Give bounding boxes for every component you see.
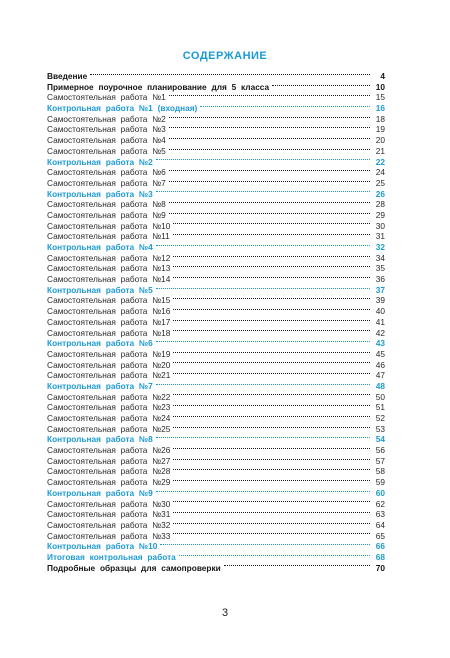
dot-leader <box>173 298 370 299</box>
toc-entry-page: 51 <box>375 402 385 413</box>
toc-entry <box>47 392 385 403</box>
dot-leader <box>169 170 370 171</box>
toc-entry-page: 30 <box>375 220 385 231</box>
toc-entry-page: 48 <box>375 380 385 391</box>
toc-entry-page: 21 <box>375 145 385 156</box>
toc-entry-page: 68 <box>375 551 385 562</box>
toc-entry-label: Самостоятельная работа №14 <box>47 274 171 285</box>
toc-entry <box>47 253 385 264</box>
toc-entry-label: Самостоятельная работа №13 <box>47 263 171 274</box>
toc-entry-page: 25 <box>375 177 385 188</box>
toc-entry-label: Контрольная работа №6 <box>47 338 153 349</box>
toc-entry-label: Самостоятельная работа №15 <box>47 295 171 306</box>
toc-entry-page: 62 <box>375 498 385 509</box>
toc-entry <box>47 189 385 200</box>
toc-entry <box>47 424 385 435</box>
toc-entry-label: Самостоятельная работа №30 <box>47 498 171 509</box>
toc-entry <box>47 306 385 317</box>
toc-entry-page: 34 <box>375 252 385 263</box>
dot-leader <box>173 405 370 406</box>
dot-leader <box>169 138 370 139</box>
toc-entry <box>47 541 385 552</box>
toc-entry-label: Самостоятельная работа №4 <box>47 135 166 146</box>
toc-entry-label: Контрольная работа №8 <box>47 434 153 445</box>
toc-entry <box>47 509 385 520</box>
dot-leader <box>200 106 370 107</box>
toc-entry <box>47 285 385 296</box>
toc-entry-label: Самостоятельная работа №8 <box>47 199 166 210</box>
toc-entry-page: 70 <box>375 562 385 573</box>
toc-entry-label: Самостоятельная работа №3 <box>47 124 166 135</box>
page-title: СОДЕРЖАНИЕ <box>182 50 268 62</box>
toc-entry-page: 53 <box>375 423 385 434</box>
dot-leader <box>173 277 370 278</box>
dot-leader <box>173 533 370 534</box>
toc-entry-page: 57 <box>375 455 385 466</box>
dot-leader <box>156 245 370 246</box>
toc-entry <box>47 488 385 499</box>
toc-entry-page: 15 <box>375 92 385 103</box>
toc-entry <box>47 434 385 445</box>
toc-entry-page: 29 <box>375 209 385 220</box>
dot-leader <box>179 555 370 556</box>
dot-leader <box>90 74 370 75</box>
toc-entry <box>47 92 385 103</box>
toc-entry <box>47 295 385 306</box>
dot-leader <box>173 469 370 470</box>
toc-entry <box>47 167 385 178</box>
toc-entry <box>47 466 385 477</box>
dot-leader <box>156 159 370 160</box>
dot-leader <box>272 85 370 86</box>
toc-entry-page: 45 <box>375 348 385 359</box>
toc-entry-label: Самостоятельная работа №25 <box>47 423 171 434</box>
dot-leader <box>156 191 370 192</box>
toc-entry <box>47 71 385 82</box>
dot-leader <box>156 384 370 385</box>
dot-leader <box>173 352 370 353</box>
toc-entry-label: Самостоятельная работа №6 <box>47 167 166 178</box>
toc-entry <box>47 552 385 563</box>
toc-entry-page: 28 <box>375 199 385 210</box>
dot-leader <box>169 181 370 182</box>
toc-entry <box>47 370 385 381</box>
toc-entry <box>47 402 385 413</box>
toc-entry <box>47 157 385 168</box>
toc-entry-label: Самостоятельная работа №33 <box>47 530 171 541</box>
dot-leader <box>224 565 370 566</box>
toc-entry-page: 26 <box>375 188 385 199</box>
toc-entry <box>47 178 385 189</box>
dot-leader <box>173 223 370 224</box>
toc-entry-label: Подробные образцы для самопроверки <box>47 562 221 573</box>
toc-entry-label: Самостоятельная работа №20 <box>47 359 171 370</box>
toc-entry <box>47 274 385 285</box>
toc-entry-page: 35 <box>375 263 385 274</box>
toc-entry <box>47 499 385 510</box>
toc-entry <box>47 520 385 531</box>
dot-leader <box>173 320 370 321</box>
toc-entry-label: Самостоятельная работа №24 <box>47 413 171 423</box>
toc-entry-page: 52 <box>375 413 385 423</box>
toc-entry-label: Самостоятельная работа №27 <box>47 455 171 466</box>
toc-entry-page: 24 <box>375 167 385 178</box>
dot-leader <box>156 491 370 492</box>
dot-leader <box>173 427 370 428</box>
toc-entry-label: Самостоятельная работа №18 <box>47 327 171 338</box>
toc-entry-page: 10 <box>375 81 385 92</box>
toc-entry-label: Самостоятельная работа №17 <box>47 316 171 327</box>
toc-entry-label: Самостоятельная работа №32 <box>47 519 171 530</box>
toc-entry-label: Контрольная работа №7 <box>47 380 153 391</box>
toc-entry-page: 4 <box>380 71 385 81</box>
toc-entry <box>47 413 385 424</box>
toc-entry-label: Самостоятельная работа №7 <box>47 177 166 188</box>
dot-leader <box>169 202 370 203</box>
toc-entry-page: 46 <box>375 359 385 370</box>
dot-leader <box>173 256 370 257</box>
toc-entry <box>47 349 385 360</box>
toc-entry <box>47 338 385 349</box>
dot-leader <box>173 416 370 417</box>
dot-leader <box>173 309 370 310</box>
toc-entry-page: 58 <box>375 466 385 477</box>
toc-entry-page: 63 <box>375 509 385 520</box>
toc-entry <box>47 381 385 392</box>
toc-entry-page: 65 <box>375 530 385 541</box>
toc-entry-page: 54 <box>375 434 385 445</box>
toc-entry <box>47 360 385 371</box>
dot-leader <box>173 523 370 524</box>
toc-entry-page: 47 <box>375 370 385 381</box>
toc-entry-label: Контрольная работа №4 <box>47 242 153 252</box>
toc-entry <box>47 82 385 93</box>
dot-leader <box>173 448 370 449</box>
toc-entry <box>47 456 385 467</box>
dot-leader <box>173 480 370 481</box>
dot-leader <box>169 117 370 118</box>
toc-entry-page: 43 <box>375 338 385 349</box>
dot-leader <box>156 341 370 342</box>
dot-leader <box>160 544 370 545</box>
toc-entry-label: Самостоятельная работа №23 <box>47 402 171 413</box>
toc-entry-page: 32 <box>375 242 385 252</box>
toc-entry-page: 60 <box>375 487 385 498</box>
toc-entry <box>47 477 385 488</box>
toc-entry-label: Контрольная работа №9 <box>47 487 153 498</box>
toc-entry-page: 56 <box>375 445 385 456</box>
toc-entry <box>47 531 385 542</box>
dot-leader <box>173 373 370 374</box>
toc-entry-label: Контрольная работа №3 <box>47 188 153 199</box>
toc-entry-label: Самостоятельная работа №9 <box>47 209 166 220</box>
toc-entry <box>47 328 385 339</box>
toc-entry-label: Самостоятельная работа №22 <box>47 391 171 402</box>
toc-entry-page: 22 <box>375 156 385 167</box>
page-number: 3 <box>221 607 229 619</box>
toc-entry-label: Самостоятельная работа №28 <box>47 466 171 477</box>
toc-entry <box>47 210 385 221</box>
dot-leader <box>169 127 370 128</box>
dot-leader <box>173 501 370 502</box>
toc-entry-page: 18 <box>375 113 385 124</box>
toc-entry-page: 50 <box>375 391 385 402</box>
dot-leader <box>173 394 370 395</box>
toc-entry <box>47 199 385 210</box>
toc-entry <box>47 263 385 274</box>
dot-leader <box>156 437 370 438</box>
toc-entry-label: Самостоятельная работа №29 <box>47 477 171 488</box>
toc-entry-label: Самостоятельная работа №12 <box>47 252 171 263</box>
toc-entry-page: 37 <box>375 284 385 295</box>
toc-entry-label: Самостоятельная работа №5 <box>47 145 166 156</box>
dot-leader <box>173 459 370 460</box>
toc-entry-page: 40 <box>375 306 385 317</box>
toc-entry-label: Самостоятельная работа №10 <box>47 220 171 231</box>
toc-entry <box>47 221 385 232</box>
toc-entry-label: Самостоятельная работа №26 <box>47 445 171 456</box>
dot-leader <box>169 213 370 214</box>
toc-entry-page: 64 <box>375 519 385 530</box>
dot-leader <box>173 512 370 513</box>
toc-entry-label: Самостоятельная работа №1 <box>47 92 166 103</box>
dot-leader <box>173 234 370 235</box>
toc-entry <box>47 103 385 114</box>
dot-leader <box>173 362 370 363</box>
toc-entry-label: Контрольная работа №5 <box>47 284 153 295</box>
toc-entry <box>47 124 385 135</box>
toc-entry <box>47 445 385 456</box>
toc-entry-label: Примерное поурочное планирование для 5 класса <box>47 81 270 92</box>
toc-entry-page: 41 <box>375 316 385 327</box>
toc-entry-label: Самостоятельная работа №16 <box>47 306 171 317</box>
toc-entry <box>47 563 385 574</box>
toc-entry <box>47 114 385 125</box>
toc-entry-label: Введение <box>47 71 88 81</box>
dot-leader <box>156 288 370 289</box>
toc-entry-label: Самостоятельная работа №11 <box>47 231 170 242</box>
toc-entry-label: Контрольная работа №1 (входная) <box>47 103 198 114</box>
dot-leader <box>169 149 370 150</box>
toc-entry-page: 20 <box>375 135 385 146</box>
toc-entry <box>47 135 385 146</box>
toc-entry-label: Контрольная работа №2 <box>47 156 153 167</box>
toc-entry-label: Самостоятельная работа №19 <box>47 348 171 359</box>
toc-entry-page: 66 <box>375 541 385 552</box>
toc-entry-page: 36 <box>375 274 385 285</box>
dot-leader <box>173 330 370 331</box>
toc-entry-label: Итоговая контрольная работа <box>47 551 176 562</box>
toc-entry-page: 59 <box>375 477 385 488</box>
toc-entry-label: Самостоятельная работа №21 <box>47 370 171 381</box>
toc-entry-page: 39 <box>375 295 385 306</box>
toc-entry <box>47 146 385 157</box>
dot-leader <box>169 95 370 96</box>
toc-entry-page: 19 <box>375 124 385 135</box>
dot-leader <box>173 266 370 267</box>
toc-entry-page: 31 <box>375 231 385 242</box>
toc-entry-page: 42 <box>375 327 385 338</box>
toc-entry-page: 16 <box>375 103 385 114</box>
toc-entry <box>47 317 385 328</box>
toc-entry <box>47 242 385 253</box>
table-of-contents <box>47 71 385 573</box>
toc-entry-label: Самостоятельная работа №2 <box>47 113 166 124</box>
toc-entry-label: Самостоятельная работа №31 <box>47 509 171 520</box>
toc-entry <box>47 231 385 242</box>
toc-entry-label: Контрольная работа №10 <box>47 541 158 552</box>
